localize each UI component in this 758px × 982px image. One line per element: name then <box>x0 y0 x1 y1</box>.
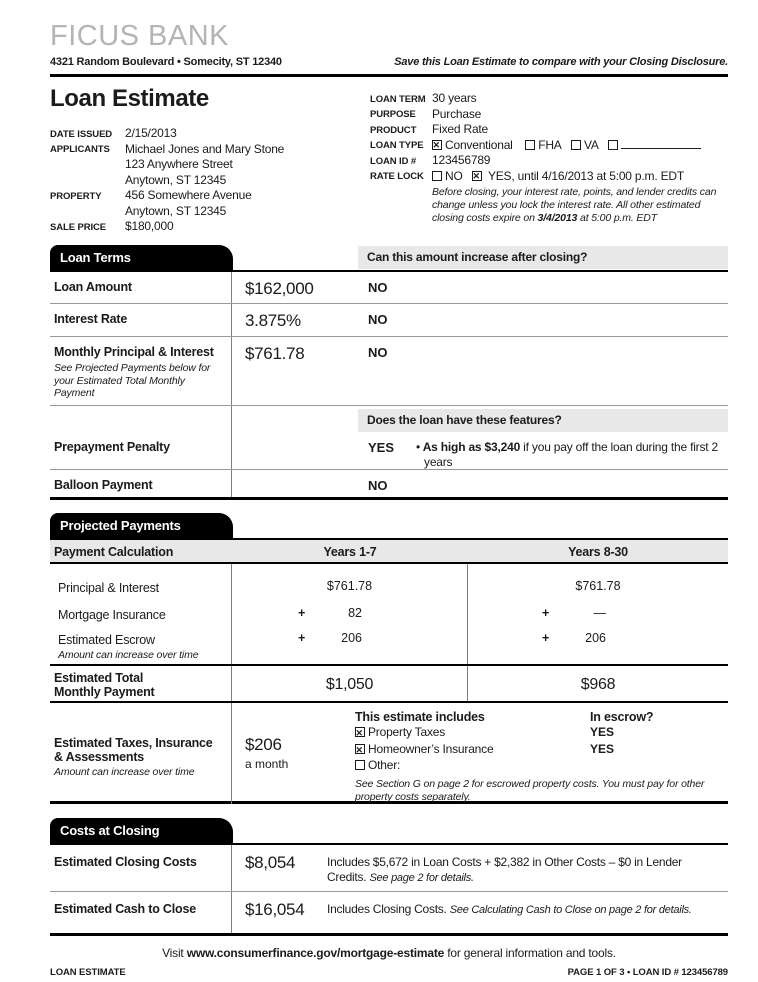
estimated-taxes-label-2: & Assessments <box>54 750 145 764</box>
checkbox-fha[interactable] <box>525 140 535 150</box>
taxes-amount-block <box>232 703 355 804</box>
cash-to-close-desc-italic: See Calculating Cash to Close on page 2 for details. <box>449 904 692 916</box>
estimated-closing-costs-desc <box>327 845 728 891</box>
sale-price-value: $180,000 <box>125 219 174 233</box>
loan-terms-tab: Loan Terms <box>50 245 233 270</box>
other-item <box>355 757 590 774</box>
info-left-block <box>50 126 365 235</box>
costs-at-closing-section <box>50 818 728 936</box>
footer-page-info: PAGE 1 OF 3 • LOAN ID # 123456789 <box>567 967 728 978</box>
info-section <box>50 77 728 233</box>
property-taxes-item <box>355 724 590 741</box>
page-title: Loan Estimate <box>50 85 209 112</box>
visit-post: for general information and tools. <box>444 946 616 960</box>
table-row <box>50 600 728 627</box>
visit-line <box>50 946 728 960</box>
table-row <box>50 564 728 600</box>
info-row-property <box>50 188 365 219</box>
info-row-loan-term <box>370 91 728 107</box>
costs-at-closing-table <box>50 843 728 936</box>
table-row <box>50 469 728 497</box>
table-row <box>50 703 728 804</box>
loan-id-label: LOAN ID # <box>370 155 417 167</box>
prepayment-detail-bold: As high as $3,240 <box>420 440 521 454</box>
loan-terms-header <box>50 245 728 270</box>
table-row <box>50 336 728 405</box>
info-row-loan-id <box>370 153 728 169</box>
features-question-row <box>50 405 728 432</box>
table-row <box>50 845 728 891</box>
rate-lock-yes-label: YES, until 4/16/2013 at 5:00 p.m. EDT <box>487 168 684 183</box>
loan-terms-section <box>50 245 728 500</box>
info-right-block <box>370 91 728 225</box>
info-row-loan-type <box>370 138 728 154</box>
property-value <box>125 188 252 219</box>
homeowners-insurance-escrow: YES <box>590 741 615 756</box>
property-line-1: 456 Somewhere Avenue <box>125 188 252 202</box>
prepayment-penalty-label: Prepayment Penalty <box>54 440 170 454</box>
va-label: VA <box>584 137 599 152</box>
principal-interest-y17: $761.78 <box>232 564 468 600</box>
fha-label: FHA <box>538 137 562 152</box>
monthly-pi-sublabel: See Projected Payments below for your Estimated Total Monthly Payment <box>54 362 211 399</box>
mortgage-insurance-y17: 82 <box>348 606 362 620</box>
property-taxes-escrow: YES <box>590 725 615 739</box>
rate-lock-note-date: 3/4/2013 <box>537 212 578 224</box>
product-value: Fixed Rate <box>432 122 489 136</box>
homeowners-insurance-label: Homeowner’s Insurance <box>368 741 494 756</box>
estimated-escrow-label: Estimated Escrow <box>58 633 155 647</box>
loan-amount-answer: NO <box>368 280 388 295</box>
mortgage-insurance-label: Mortgage Insurance <box>58 608 166 622</box>
other-label: Other: <box>368 758 401 772</box>
payment-calculation-header <box>50 538 728 564</box>
estimated-total-label-1: Estimated Total <box>54 671 144 685</box>
estimated-closing-costs-label: Estimated Closing Costs <box>54 855 197 869</box>
checkbox-va[interactable] <box>571 140 581 150</box>
info-row-applicants <box>50 142 365 189</box>
costs-at-closing-header <box>50 818 728 843</box>
loan-type-options <box>432 138 728 154</box>
table-row <box>50 272 728 303</box>
bank-address: 4321 Random Boulevard • Somecity, ST 12340 <box>50 56 282 68</box>
estimated-escrow-sublabel: Amount can increase over time <box>58 649 199 661</box>
principal-interest-y830: $761.78 <box>575 579 621 593</box>
taxes-amount-period: a month <box>245 757 289 771</box>
estimate-includes-title: This estimate includes <box>355 710 485 724</box>
monthly-pi-value: $761.78 <box>245 344 305 363</box>
visit-pre: Visit <box>162 946 187 960</box>
loan-terms-table <box>50 270 728 500</box>
table-row <box>50 664 728 703</box>
table-row <box>50 432 728 469</box>
estimated-taxes-label-1: Estimated Taxes, Insurance <box>54 736 213 750</box>
table-row <box>50 627 728 664</box>
estimated-total-y830: $968 <box>580 676 616 693</box>
in-escrow-title: In escrow? <box>590 710 654 724</box>
checkbox-rate-lock-yes[interactable] <box>472 171 482 181</box>
monthly-pi-label: Monthly Principal & Interest <box>54 345 214 359</box>
applicants-line-2: 123 Anywhere Street <box>125 157 233 171</box>
info-row-product <box>370 122 728 138</box>
footer-doc-name: LOAN ESTIMATE <box>50 967 126 978</box>
plus-sign: + <box>298 606 306 620</box>
checkbox-rate-lock-no[interactable] <box>432 171 442 181</box>
table-row <box>50 303 728 336</box>
homeowners-insurance-item <box>355 741 590 758</box>
features-question-bar: Does the loan have these features? <box>358 409 728 432</box>
increase-question-bar: Can this amount increase after closing? <box>358 246 728 269</box>
loan-term-value: 30 years <box>432 91 477 105</box>
info-row-date-issued <box>50 126 365 142</box>
checkbox-other-loan-type[interactable] <box>608 140 618 150</box>
estimated-escrow-y17: 206 <box>341 631 362 645</box>
property-label: PROPERTY <box>50 190 102 202</box>
plus-sign: + <box>542 606 550 620</box>
info-row-purpose <box>370 107 728 123</box>
closing-costs-desc-text: Includes $5,672 in Loan Costs + $2,382 in Other Costs – $0 in Lender Credits. <box>327 855 682 884</box>
prepayment-penalty-answer: YES <box>368 440 395 455</box>
estimated-total-label-2: Monthly Payment <box>54 685 155 699</box>
table-row <box>50 891 728 933</box>
estimated-taxes-sublabel: Amount can increase over time <box>54 766 195 778</box>
loan-id-value: 123456789 <box>432 153 491 167</box>
checkbox-property-taxes[interactable] <box>355 727 365 737</box>
plus-sign: + <box>298 631 306 645</box>
applicants-value <box>125 142 284 189</box>
estimated-cash-to-close-value: $16,054 <box>245 900 305 919</box>
principal-interest-label: Principal & Interest <box>58 581 159 595</box>
bullet: • <box>416 440 421 454</box>
save-note: Save this Loan Estimate to compare with your Closing Disclosure. <box>394 56 728 68</box>
cash-to-close-desc-text: Includes Closing Costs. <box>327 902 450 916</box>
checkbox-homeowners-insurance[interactable] <box>355 744 365 754</box>
interest-rate-value: 3.875% <box>245 311 301 330</box>
header-row <box>50 56 728 68</box>
loan-type-label: LOAN TYPE <box>370 140 424 151</box>
other-escrow <box>590 757 728 774</box>
property-line-2: Anytown, ST 12345 <box>125 203 227 218</box>
bank-logo: FICUS BANK <box>50 20 230 52</box>
projected-payments-section <box>50 513 728 804</box>
footer-row <box>50 967 728 978</box>
info-row-sale-price <box>50 219 365 235</box>
years-1-7-header: Years 1-7 <box>323 545 377 559</box>
costs-at-closing-tab: Costs at Closing <box>50 818 233 843</box>
mortgage-insurance-y830: — <box>593 606 606 620</box>
rate-lock-label: RATE LOCK <box>370 171 424 182</box>
estimated-escrow-y830: 206 <box>585 631 606 645</box>
sale-price-label: SALE PRICE <box>50 221 107 233</box>
rate-lock-note-post: at 5:00 p.m. EDT <box>577 212 657 224</box>
loan-amount-value: $162,000 <box>245 279 314 298</box>
product-label: PRODUCT <box>370 124 417 136</box>
interest-rate-answer: NO <box>368 312 388 327</box>
rate-lock-note-pre: Before closing, your interest rate, points, and lender credits can change unless you lock the interest rate. All other estimated closing costs expire on <box>432 186 717 224</box>
checkbox-other[interactable] <box>355 760 365 770</box>
rate-lock-no-label: NO <box>445 168 463 183</box>
checkbox-conventional[interactable] <box>432 140 442 150</box>
loan-amount-label: Loan Amount <box>54 280 132 294</box>
monthly-pi-answer: NO <box>368 345 388 360</box>
applicants-label: APPLICANTS <box>50 144 110 155</box>
rate-lock-note <box>432 186 728 225</box>
applicants-line-3: Anytown, ST 12345 <box>125 172 227 187</box>
info-row-rate-lock <box>370 169 728 185</box>
applicants-line-1: Michael Jones and Mary Stone <box>125 141 285 156</box>
date-issued-label: DATE ISSUED <box>50 128 113 140</box>
payment-calculation-label: Payment Calculation <box>54 545 174 559</box>
interest-rate-label: Interest Rate <box>54 312 128 326</box>
rate-lock-value <box>432 169 728 185</box>
estimate-includes-block <box>355 703 728 804</box>
estimated-cash-to-close-label: Estimated Cash to Close <box>54 902 196 916</box>
balloon-payment-label: Balloon Payment <box>54 478 153 492</box>
date-issued-value: 2/15/2013 <box>125 126 177 140</box>
estimated-cash-to-close-desc <box>327 892 728 933</box>
years-8-30-header: Years 8-30 <box>568 545 628 559</box>
prepayment-detail-rest: if you pay off the loan during the first 2 years <box>424 440 719 469</box>
property-taxes-label: Property Taxes <box>368 725 446 739</box>
prepayment-penalty-detail <box>416 440 721 469</box>
loan-term-label: LOAN TERM <box>370 93 426 105</box>
purpose-value: Purchase <box>432 106 482 121</box>
visit-url: www.consumerfinance.gov/mortgage-estimate <box>186 946 445 960</box>
plus-sign: + <box>542 631 550 645</box>
conventional-label: Conventional <box>445 137 513 152</box>
taxes-amount: $206 <box>245 735 282 754</box>
closing-costs-desc-italic: See page 2 for details. <box>369 872 474 884</box>
purpose-label: PURPOSE <box>370 109 416 120</box>
projected-payments-tab: Projected Payments <box>50 513 233 538</box>
estimated-closing-costs-value: $8,054 <box>245 853 296 872</box>
section-g-note: See Section G on page 2 for escrowed property costs. You must pay for other property costs separately. <box>355 777 705 803</box>
prepayment-penalty-answer-cell <box>368 432 728 469</box>
projected-payments-header <box>50 513 728 538</box>
estimated-total-y17: $1,050 <box>232 666 468 701</box>
balloon-payment-answer: NO <box>368 478 388 493</box>
blank-line <box>621 140 701 149</box>
